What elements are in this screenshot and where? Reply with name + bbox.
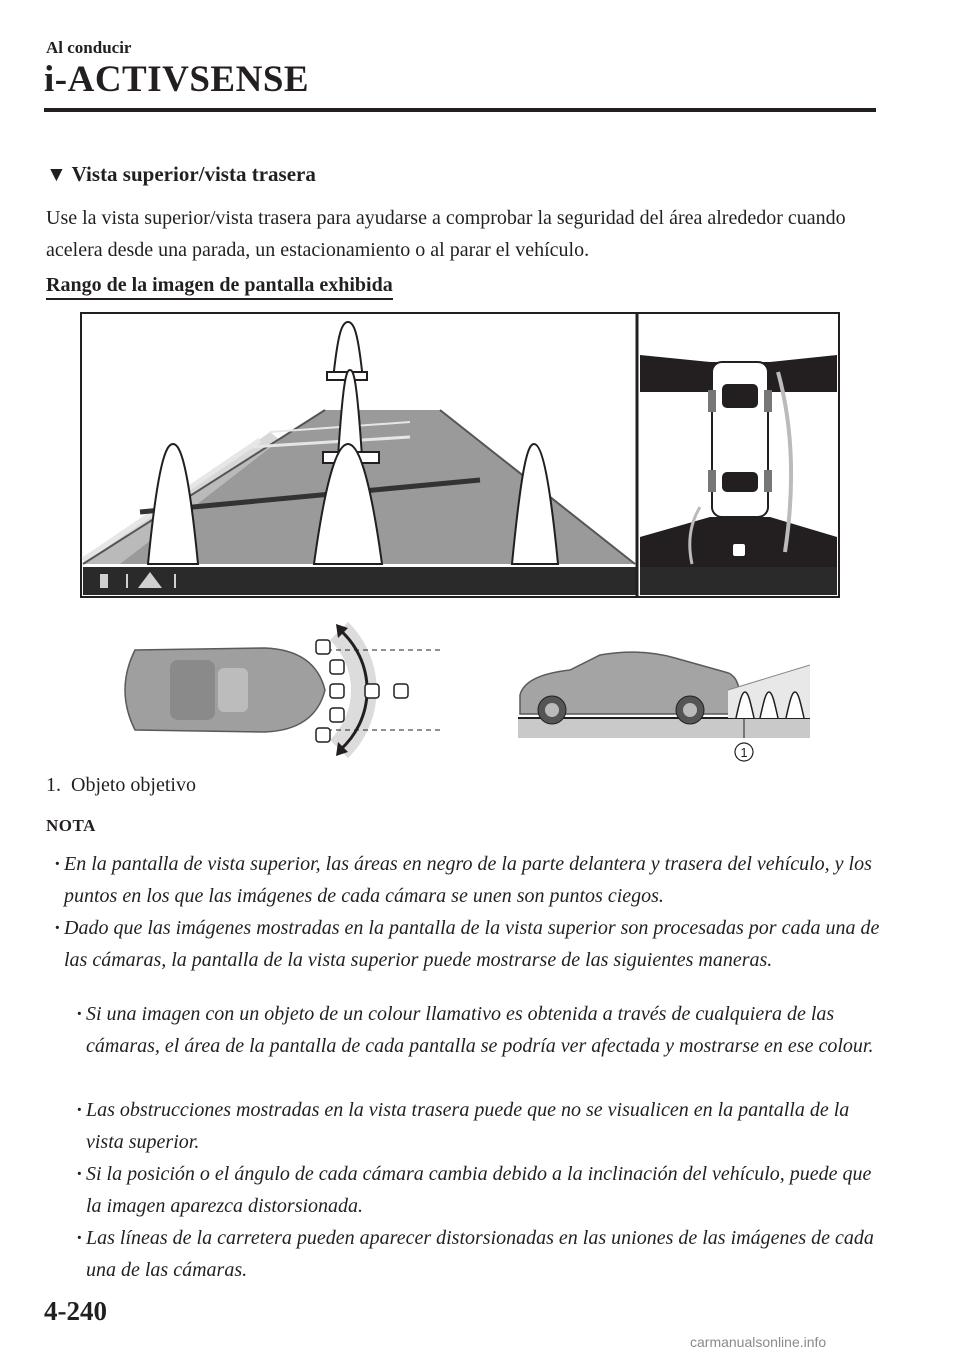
note-subitem: · Las obstrucciones mostradas en la vista trasera puede que no se visualicen en la pantalla de la vista superior.	[86, 1094, 886, 1158]
side-car-diagram	[518, 652, 810, 761]
bullet-icon: ·	[76, 1099, 83, 1121]
chapter-title: i-ACTIVSENSE	[44, 59, 310, 100]
svg-text:1: 1	[740, 745, 748, 760]
note-item: · En la pantalla de vista superior, las áreas en negro de la parte delantera y trasera del vehículo, y los puntos en los que las imágenes de cada cámara se unen son puntos ciegos.	[64, 848, 884, 912]
watermark: carmanualsonline.info	[690, 1334, 827, 1350]
subsection-title: Vista superior/vista trasera	[71, 162, 316, 186]
caption-number: 1.	[46, 774, 61, 796]
bullet-icon: ·	[54, 917, 61, 939]
figure-caption	[46, 774, 196, 797]
range-heading: Rango de la imagen de pantalla exhibida	[46, 274, 393, 300]
note-subitem: · Si una imagen con un objeto de un colour llamativo es obtenida a través de cualquiera de las cámaras, el área de la pantalla de cada pantalla se podría ver afectada y mostrarse en ese colour.	[86, 998, 886, 1062]
triangle-down-icon: ▼	[46, 162, 67, 186]
coverage-diagrams	[100, 610, 820, 770]
intro-paragraph: Use la vista superior/vista trasera para ayudarse a comprobar la seguridad del área alrededor cuando acelera desde una parada, un estacionamiento o al parar el vehículo.	[46, 207, 846, 261]
caption-text: Objeto objetivo	[71, 774, 196, 796]
page-number: 4-240	[44, 1296, 107, 1326]
bullet-icon: ·	[54, 853, 61, 875]
cone-icon	[736, 692, 804, 718]
camera-screen-illustration	[80, 312, 840, 598]
sensor-icon	[732, 543, 746, 557]
subsection-heading	[46, 162, 316, 187]
note-subitem: · Si la posición o el ángulo de cada cámara cambia debido a la inclinación del vehículo, puede que la imagen aparezca distorsionada.	[86, 1158, 886, 1222]
bullet-icon: ·	[76, 1163, 83, 1185]
note-item: · Dado que las imágenes mostradas en la pantalla de la vista superior son procesadas por cada una de las cámaras, la pantalla de la vista superior puede mostrarse de las siguientes maneras.	[64, 912, 884, 976]
note-label: NOTA	[46, 816, 96, 835]
top-view-image	[640, 315, 837, 595]
section-label: Al conducir	[46, 38, 132, 57]
bullet-icon: ·	[76, 1003, 83, 1025]
top-car-diagram	[125, 622, 440, 758]
note-subitem: · Las líneas de la carretera pueden aparecer distorsionadas en las uniones de las imágenes de cada una de las cámaras.	[86, 1222, 886, 1286]
bullet-icon: ·	[76, 1227, 83, 1249]
title-rule	[44, 108, 876, 112]
